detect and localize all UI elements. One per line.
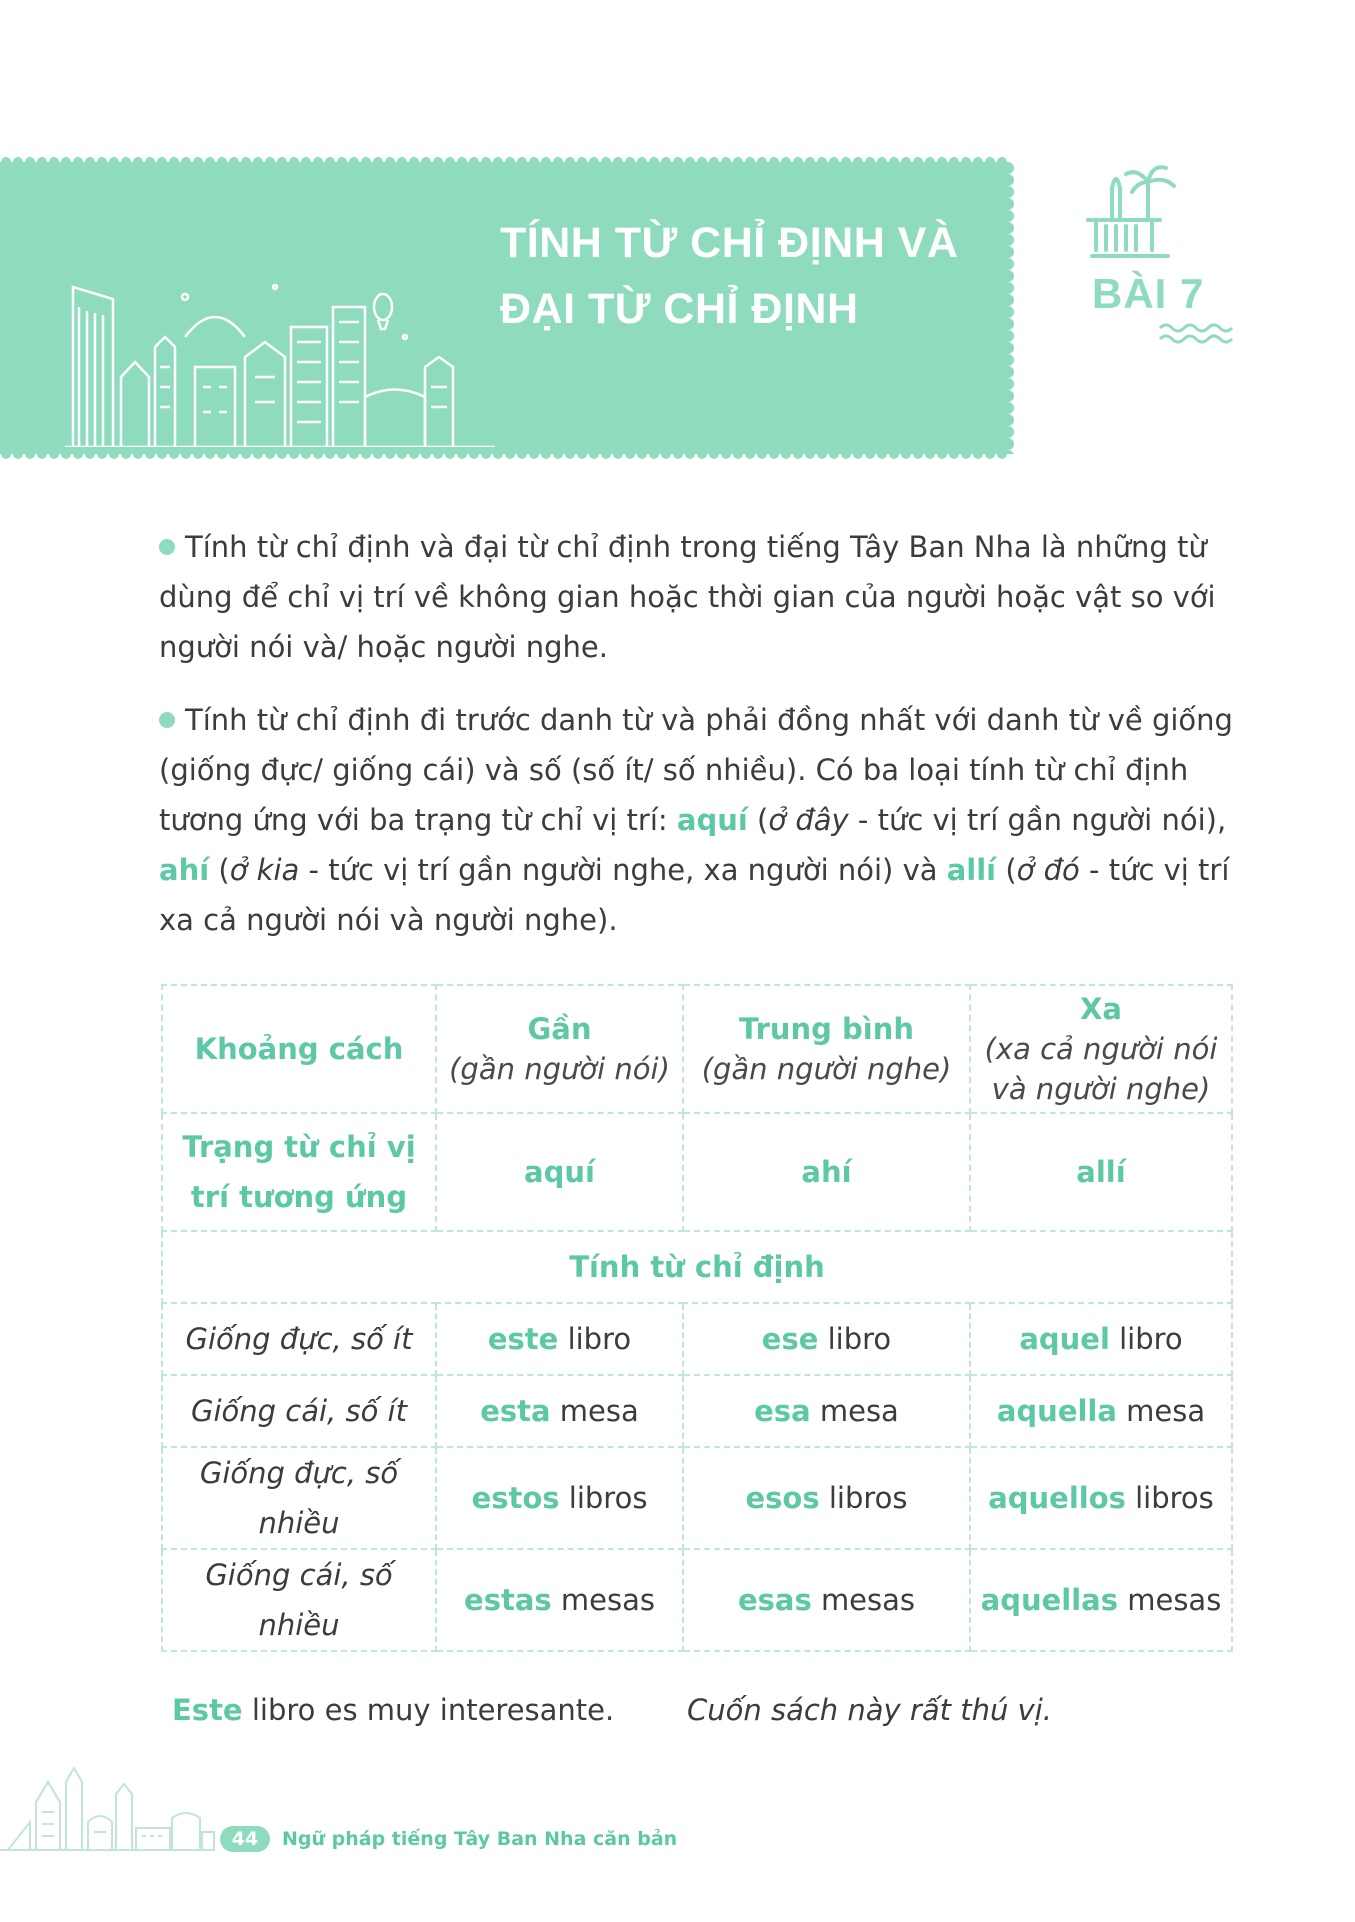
- row-label: Giống đực, số ít: [162, 1303, 436, 1375]
- table-row: [162, 1303, 1232, 1375]
- cell-near: [436, 1375, 683, 1447]
- gloss-alli-rest: - tức vị trí xa cả người nói và người nghe).: [159, 853, 1230, 937]
- determiner: esta: [480, 1394, 551, 1428]
- cell-far: [970, 1447, 1232, 1549]
- term-aqui: aquí: [676, 803, 748, 837]
- row-label: Giống cái, số ít: [162, 1375, 436, 1447]
- determiner: aquella: [996, 1394, 1117, 1428]
- term-alli: allí: [946, 853, 997, 887]
- noun: libro: [567, 1322, 632, 1356]
- determiner: aquellas: [980, 1583, 1119, 1617]
- cell-mid: [683, 1549, 970, 1651]
- header-near-title: Gần: [527, 1012, 592, 1046]
- chapter-title: [500, 210, 980, 342]
- cell-mid: [683, 1375, 970, 1447]
- gloss-ahi-rest: - tức vị trí gần người nghe, xa người nói) và: [299, 853, 947, 887]
- determiner: esas: [737, 1583, 812, 1617]
- row-label: Giống cái, số nhiều: [162, 1549, 436, 1651]
- table-header-row: [162, 985, 1232, 1113]
- cell-near: [436, 1447, 683, 1549]
- example-spanish: [172, 1685, 614, 1735]
- lesson-label: BÀI 7: [1092, 270, 1205, 317]
- header-far-title: Xa: [1080, 992, 1122, 1026]
- explanation-text: Tính từ chỉ định đi trước danh từ và phải đồng nhất với danh từ về giống (giống đực/ giống cái) và số (số ít/ số nhiều). Có ba loại tính từ chỉ định tương ứng với ba trạng từ chỉ vị trí:: [159, 703, 1233, 837]
- determiner: aquel: [1019, 1322, 1110, 1356]
- noun: libros: [568, 1481, 648, 1515]
- intro-paragraph: [159, 522, 1239, 672]
- noun: mesa: [1126, 1394, 1206, 1428]
- term-ahi: ahí: [159, 853, 210, 887]
- bullet-icon: [159, 712, 175, 728]
- banner-scallop-edge: [1002, 162, 1014, 454]
- noun: mesa: [559, 1394, 639, 1428]
- header-mid: [683, 985, 970, 1113]
- header-mid-title: Trung bình: [738, 1012, 915, 1046]
- determiner: este: [487, 1322, 559, 1356]
- adverb-far: allí: [970, 1113, 1232, 1231]
- gloss-open: (: [747, 803, 769, 837]
- cell-far: [970, 1303, 1232, 1375]
- banner-scallop-edge: [0, 449, 1008, 459]
- noun: libros: [1135, 1481, 1214, 1515]
- bullet-icon: [159, 539, 175, 555]
- gloss-open: (: [996, 853, 1017, 887]
- waves-icon: [1158, 322, 1236, 344]
- header-near-sub: (gần người nói): [449, 1052, 670, 1086]
- header-mid-sub: (gần người nghe): [701, 1052, 952, 1086]
- adverb-label: Trạng từ chỉ vị trí tương ứng: [162, 1113, 436, 1231]
- determiner: estas: [464, 1583, 552, 1617]
- book-title: Ngữ pháp tiếng Tây Ban Nha căn bản: [282, 1828, 678, 1850]
- noun: libro: [827, 1322, 892, 1356]
- header-near: [436, 985, 683, 1113]
- noun: mesa: [819, 1394, 899, 1428]
- noun: libros: [828, 1481, 908, 1515]
- cell-mid: [683, 1447, 970, 1549]
- chapter-banner: [0, 162, 1008, 454]
- cell-near: [436, 1303, 683, 1375]
- cell-mid: [683, 1303, 970, 1375]
- adverb-near: aquí: [436, 1113, 683, 1231]
- chapter-title-line1: TÍNH TỪ CHỈ ĐỊNH VÀ: [500, 219, 959, 267]
- determiner: esos: [745, 1481, 820, 1515]
- cell-near: [436, 1549, 683, 1651]
- gloss-alli: ở đó: [1016, 853, 1080, 887]
- noun: libro: [1119, 1322, 1183, 1356]
- adverb-row: [162, 1113, 1232, 1231]
- header-far: [970, 985, 1232, 1113]
- section-row: [162, 1231, 1232, 1303]
- noun: mesas: [1127, 1583, 1222, 1617]
- determiner: estos: [471, 1481, 560, 1515]
- section-title: Tính từ chỉ định: [162, 1231, 1232, 1303]
- row-label: Giống đực, số nhiều: [162, 1447, 436, 1549]
- explanation-paragraph: [159, 695, 1239, 945]
- table-row: [162, 1549, 1232, 1651]
- footer-skyline-icon: [0, 1762, 220, 1852]
- determiner: esa: [754, 1394, 811, 1428]
- cell-far: [970, 1549, 1232, 1651]
- noun: mesas: [820, 1583, 916, 1617]
- header-far-sub: (xa cả người nói và người nghe): [984, 1032, 1218, 1106]
- example-rest: libro es muy interesante.: [242, 1693, 615, 1727]
- demonstratives-table: [161, 984, 1233, 1652]
- table-row: [162, 1447, 1232, 1549]
- gloss-open: (: [209, 853, 230, 887]
- banner-scallop-edge: [0, 157, 1008, 167]
- gloss-aqui: ở đây: [768, 803, 849, 837]
- example-keyword: Este: [172, 1693, 243, 1727]
- city-skyline-icon: [65, 267, 495, 447]
- cell-far: [970, 1375, 1232, 1447]
- adverb-mid: ahí: [683, 1113, 970, 1231]
- header-distance: Khoảng cách: [162, 985, 436, 1113]
- noun: mesas: [560, 1583, 655, 1617]
- gloss-aqui-rest: - tức vị trí gần người nói),: [848, 803, 1227, 837]
- page-number: 44: [220, 1826, 270, 1852]
- example-translation: Cuốn sách này rất thú vị.: [687, 1693, 1052, 1727]
- chapter-title-line2: ĐẠI TỪ CHỈ ĐỊNH: [500, 285, 859, 333]
- beach-palm-icon: [1082, 160, 1178, 260]
- intro-text: Tính từ chỉ định và đại từ chỉ định trong tiếng Tây Ban Nha là những từ dùng để chỉ vị trí về không gian hoặc thời gian của người hoặc vật so với người nói và/ hoặc người nghe.: [159, 530, 1216, 664]
- gloss-ahi: ở kia: [229, 853, 300, 887]
- determiner: aquellos: [988, 1481, 1126, 1515]
- table-row: [162, 1375, 1232, 1447]
- determiner: ese: [761, 1322, 819, 1356]
